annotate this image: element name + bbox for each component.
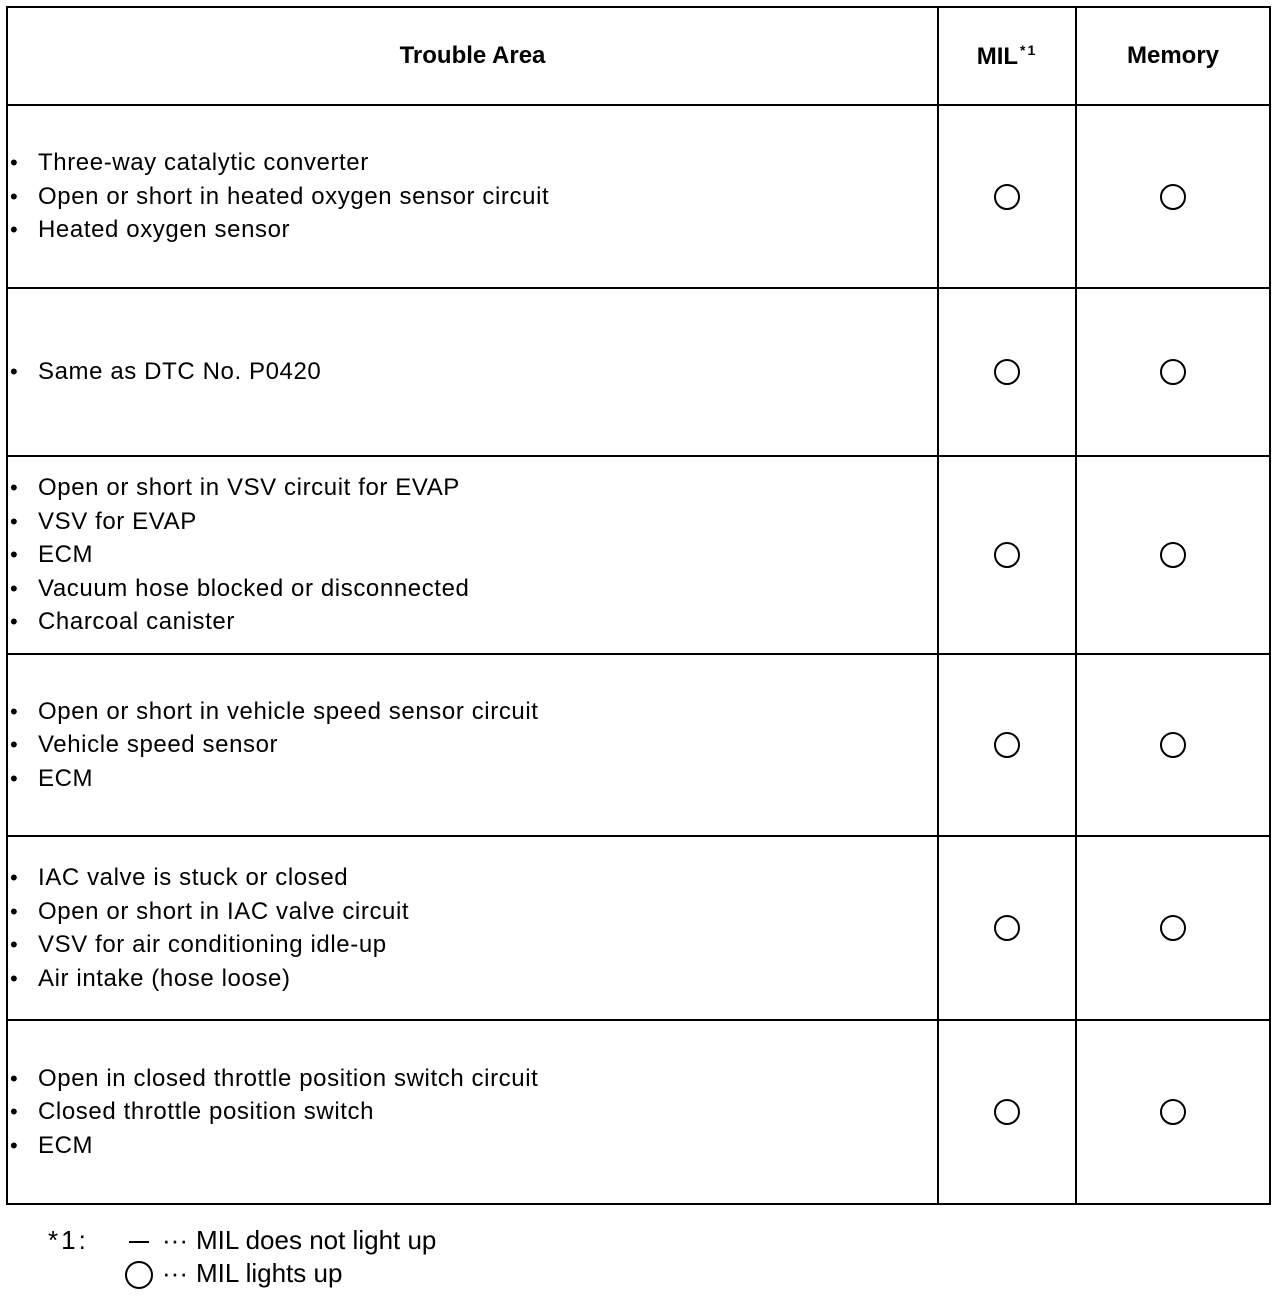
bullet-icon: • [10,965,19,991]
memory-cell [1076,836,1270,1020]
mil-cell [938,105,1076,288]
trouble-area-text: Same as DTC No. P0420 [38,358,322,386]
list-item [8,1095,937,1129]
trouble-area-text: ECM [38,764,94,792]
list-item [8,538,937,572]
mil-lights-up-circle-icon [994,915,1020,941]
list-item [8,695,937,729]
trouble-area-table [6,6,1271,1205]
trouble-area-text: ECM [38,1131,94,1159]
table-row [7,288,1270,456]
header-trouble-area: Trouble Area [7,7,938,105]
footnote-text-no-light: MIL does not light up [195,1225,437,1255]
trouble-area-text: VSV for EVAP [38,507,197,535]
bullet-icon: • [10,475,19,501]
list-item [8,471,937,505]
header-memory: Memory [1076,7,1270,105]
bullet-icon: • [10,508,19,534]
memory-stored-circle-icon [1160,915,1186,941]
memory-cell [1076,105,1270,288]
header-mil: MIL $^{*1}$ [938,7,1076,105]
trouble-area-list [8,471,937,639]
bullet-icon: • [10,732,19,758]
trouble-area-cell [7,1020,938,1204]
trouble-area-text: Open or short in VSV circuit for EVAP [38,474,460,502]
list-item [8,146,937,180]
memory-stored-circle-icon [1160,359,1186,385]
trouble-area-list [8,861,937,995]
bullet-icon: • [10,183,19,209]
bullet-icon: • [10,1132,19,1158]
list-item [8,505,937,539]
mil-lights-up-circle-icon [994,542,1020,568]
table-row [7,654,1270,836]
bullet-icon: • [10,698,19,724]
trouble-area-text: Closed throttle position switch [38,1098,375,1126]
trouble-area-text: Three-way catalytic converter [38,149,369,177]
footnote-text-lights-up: MIL lights up [195,1258,343,1288]
memory-cell [1076,288,1270,456]
table-row [7,105,1270,288]
trouble-area-text: Open or short in vehicle speed sensor circuit [38,697,539,725]
table-row [7,456,1270,654]
trouble-area-table-wrapper [6,6,1269,1205]
memory-cell [1076,456,1270,654]
bullet-icon: • [10,150,19,176]
table-row [7,836,1270,1020]
mil-cell [938,836,1076,1020]
list-item [8,1129,937,1163]
trouble-area-cell [7,456,938,654]
trouble-area-list [8,355,937,389]
mil-cell [938,1020,1076,1204]
trouble-area-cell [7,654,938,836]
list-item [8,962,937,996]
bullet-icon: • [10,898,19,924]
footnote-line-no-light [48,1224,436,1257]
memory-stored-circle-icon [1160,1099,1186,1125]
memory-cell [1076,654,1270,836]
mil-lights-up-circle-icon [994,1099,1020,1125]
bullet-icon: • [10,1065,19,1091]
trouble-area-text: Open or short in IAC valve circuit [38,897,410,925]
memory-stored-circle-icon [1160,184,1186,210]
list-item [8,861,937,895]
mil-lights-up-circle-icon [994,732,1020,758]
memory-stored-circle-icon [1160,542,1186,568]
bullet-icon: • [10,765,19,791]
list-item [8,180,937,214]
trouble-area-list [8,1062,937,1163]
bullet-icon: • [10,359,19,385]
mil-cell [938,288,1076,456]
table-header-row [7,7,1270,105]
memory-cell [1076,1020,1270,1204]
bullet-icon: • [10,1099,19,1125]
trouble-area-text: Air intake (hose loose) [38,964,291,992]
footnote [48,1224,436,1290]
footnote-key: *1: [48,1225,89,1255]
list-item [8,213,937,247]
memory-stored-circle-icon [1160,732,1186,758]
list-item [8,572,937,606]
trouble-area-text: Vacuum hose blocked or disconnected [38,574,470,602]
list-item [8,895,937,929]
mil-lights-up-circle-icon [994,359,1020,385]
bullet-icon: • [10,217,19,243]
bullet-icon: • [10,865,19,890]
header-mil-footnote-ref: *1 [1020,41,1038,58]
table-body [7,105,1270,1204]
trouble-area-text: Charcoal canister [38,608,235,636]
trouble-area-text: Heated oxygen sensor [38,216,291,244]
mil-cell [938,654,1076,836]
trouble-area-text: Open or short in heated oxygen sensor circuit [38,182,550,210]
trouble-area-cell [7,288,938,456]
trouble-area-text: IAC valve is stuck or closed [38,864,349,891]
trouble-area-cell [7,105,938,288]
dash-symbol-icon [124,1224,154,1257]
footnote-line-lights-up [48,1257,436,1290]
footnote-separator: ··· [162,1258,188,1288]
trouble-area-text: ECM [38,541,94,569]
trouble-area-text: VSV for air conditioning idle-up [38,931,387,958]
list-item [8,928,937,962]
list-item [8,1062,937,1096]
trouble-area-text: Vehicle speed sensor [38,731,279,759]
mil-cell [938,456,1076,654]
mil-lights-up-circle-icon [994,184,1020,210]
bullet-icon: • [10,575,19,601]
footnote-separator: ··· [162,1225,188,1255]
bullet-icon: • [10,542,19,568]
list-item [8,605,937,639]
circle-symbol-icon [124,1257,154,1290]
list-item [8,355,937,389]
table-row [7,1020,1270,1204]
trouble-area-cell [7,836,938,1020]
list-item [8,762,937,796]
trouble-area-list [8,695,937,796]
bullet-icon: • [10,932,19,957]
list-item [8,728,937,762]
bullet-icon: • [10,609,19,635]
trouble-area-text: Open in closed throttle position switch circuit [38,1064,539,1092]
trouble-area-list [8,146,937,247]
